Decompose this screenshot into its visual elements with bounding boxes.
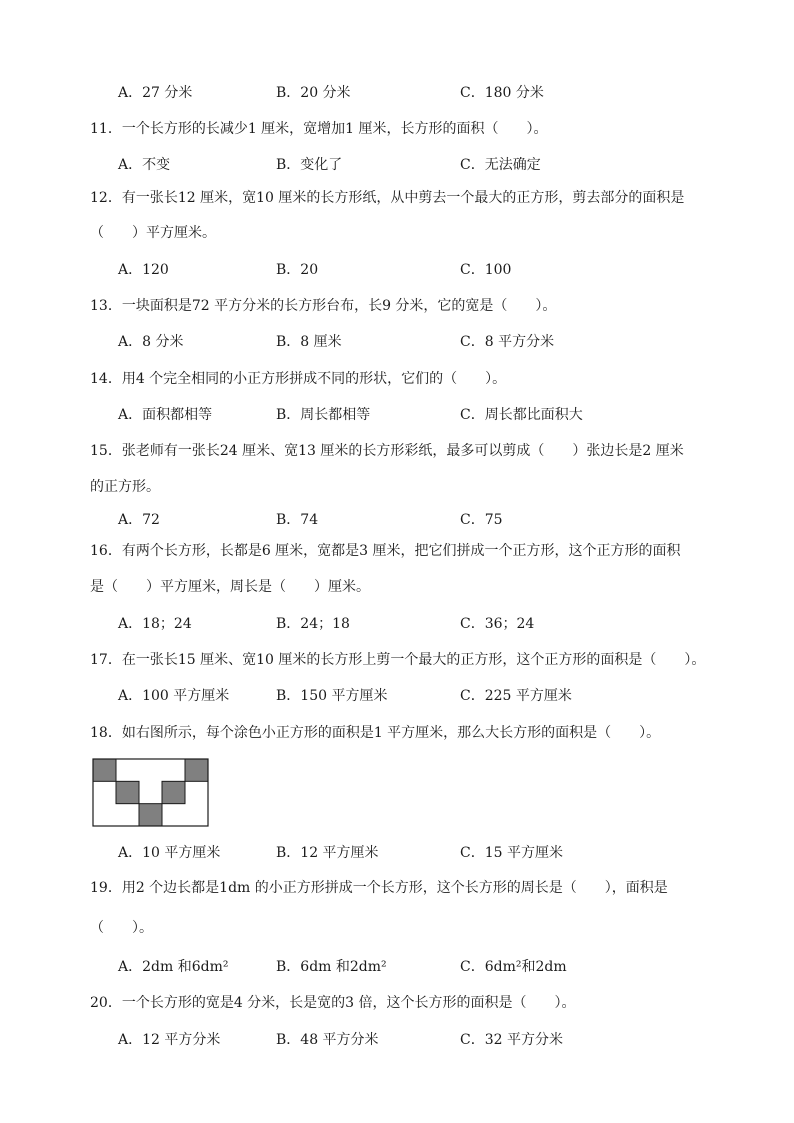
q11-option-c: C．无法确定 bbox=[460, 157, 541, 173]
q18-option-b: B．12 平方厘米 bbox=[276, 845, 379, 861]
q11-option-a: A．不变 bbox=[118, 157, 171, 173]
q12-option-b: B．20 bbox=[276, 262, 319, 278]
q10-option-a: A．27 分米 bbox=[118, 85, 193, 101]
q14-option-a: A．面积都相等 bbox=[118, 407, 213, 423]
q19-option-c: C．6dm²和2dm bbox=[460, 959, 567, 975]
shaded-square bbox=[185, 759, 208, 781]
q16-stem-continued: 是（ ）平方厘米，周长是（ ）厘米。 bbox=[90, 579, 370, 595]
shaded-square bbox=[93, 759, 116, 781]
q14-stem: 14．用4 个完全相同的小正方形拼成不同的形状，它们的（ ）。 bbox=[90, 371, 507, 387]
q12-stem: 12．有一张长12 厘米，宽10 厘米的长方形纸，从中剪去一个最大的正方形，剪去部分的面积是 bbox=[90, 190, 685, 206]
q16-option-c: C．36；24 bbox=[460, 616, 535, 632]
q20-option-c: C．32 平方分米 bbox=[460, 1032, 563, 1048]
q19-option-a: A．2dm 和6dm² bbox=[118, 959, 229, 975]
q14-options bbox=[118, 404, 718, 422]
q20-option-b: B．48 平方分米 bbox=[276, 1032, 379, 1048]
q11-options bbox=[118, 154, 718, 172]
q20-stem: 20．一个长方形的宽是4 分米，长是宽的3 倍，这个长方形的面积是（ ）。 bbox=[90, 995, 576, 1011]
q12-options bbox=[118, 259, 718, 277]
q19-options bbox=[118, 956, 718, 974]
q10-option-b: B．20 分米 bbox=[276, 85, 351, 101]
q13-stem: 13．一块面积是72 平方分米的长方形台布，长9 分米，它的宽是（ ）。 bbox=[90, 298, 557, 314]
q16-option-b: B．24；18 bbox=[276, 616, 350, 632]
q10-option-c: C．180 分米 bbox=[460, 85, 544, 101]
q15-option-c: C．75 bbox=[460, 512, 503, 528]
q17-stem: 17．在一张长15 厘米、宽10 厘米的长方形上剪一个最大的正方形，这个正方形的面积是（ ）。 bbox=[90, 652, 706, 668]
q17-options bbox=[118, 685, 718, 703]
q18-option-c: C．15 平方厘米 bbox=[460, 845, 563, 861]
q20-option-a: A．12 平方分米 bbox=[118, 1032, 221, 1048]
q12-option-c: C．100 bbox=[460, 262, 512, 278]
shaded-square bbox=[162, 781, 185, 803]
q17-option-b: B．150 平方厘米 bbox=[276, 688, 388, 704]
q13-option-c: C．8 平方分米 bbox=[460, 334, 555, 350]
q15-stem: 15．张老师有一张长24 厘米、宽13 厘米的长方形彩纸，最多可以剪成（ ）张边长是2 厘米 bbox=[90, 443, 684, 459]
q18-figure bbox=[92, 758, 209, 827]
q18-stem: 18．如右图所示，每个涂色小正方形的面积是1 平方厘米，那么大长方形的面积是（ ）。 bbox=[90, 725, 661, 741]
q19-stem-continued: （ ）。 bbox=[90, 920, 153, 936]
q12-option-a: A．120 bbox=[118, 262, 169, 278]
q13-option-a: A．8 分米 bbox=[118, 334, 184, 350]
q11-option-b: B．变化了 bbox=[276, 157, 343, 173]
q13-option-b: B．8 厘米 bbox=[276, 334, 342, 350]
q19-stem: 19．用2 个边长都是1dm 的小正方形拼成一个长方形，这个长方形的周长是（ ），面积是 bbox=[90, 880, 668, 896]
q15-options bbox=[118, 509, 718, 527]
q12-stem-continued: （ ）平方厘米。 bbox=[90, 225, 216, 241]
q14-option-b: B．周长都相等 bbox=[276, 407, 371, 423]
q15-option-a: A．72 bbox=[118, 512, 160, 528]
q17-option-a: A．100 平方厘米 bbox=[118, 688, 230, 704]
q13-options bbox=[118, 331, 718, 349]
q11-stem: 11．一个长方形的长减少1 厘米，宽增加1 厘米，长方形的面积（ ）。 bbox=[90, 121, 548, 137]
q18-grid-diagram bbox=[92, 758, 209, 827]
q14-option-c: C．周长都比面积大 bbox=[460, 407, 583, 423]
q18-option-a: A．10 平方厘米 bbox=[118, 845, 221, 861]
q15-stem-continued: 的正方形。 bbox=[90, 479, 160, 495]
q16-options bbox=[118, 613, 718, 631]
q18-options bbox=[118, 842, 718, 860]
shaded-square bbox=[116, 781, 139, 803]
q16-stem: 16．有两个长方形，长都是6 厘米，宽都是3 厘米，把它们拼成一个正方形，这个正方形的面积 bbox=[90, 543, 681, 559]
q20-options bbox=[118, 1029, 718, 1047]
q10-options bbox=[118, 82, 718, 100]
q19-option-b: B．6dm 和2dm² bbox=[276, 959, 387, 975]
q16-option-a: A．18；24 bbox=[118, 616, 192, 632]
q17-option-c: C．225 平方厘米 bbox=[460, 688, 572, 704]
q15-option-b: B．74 bbox=[276, 512, 319, 528]
shaded-square bbox=[139, 804, 162, 826]
